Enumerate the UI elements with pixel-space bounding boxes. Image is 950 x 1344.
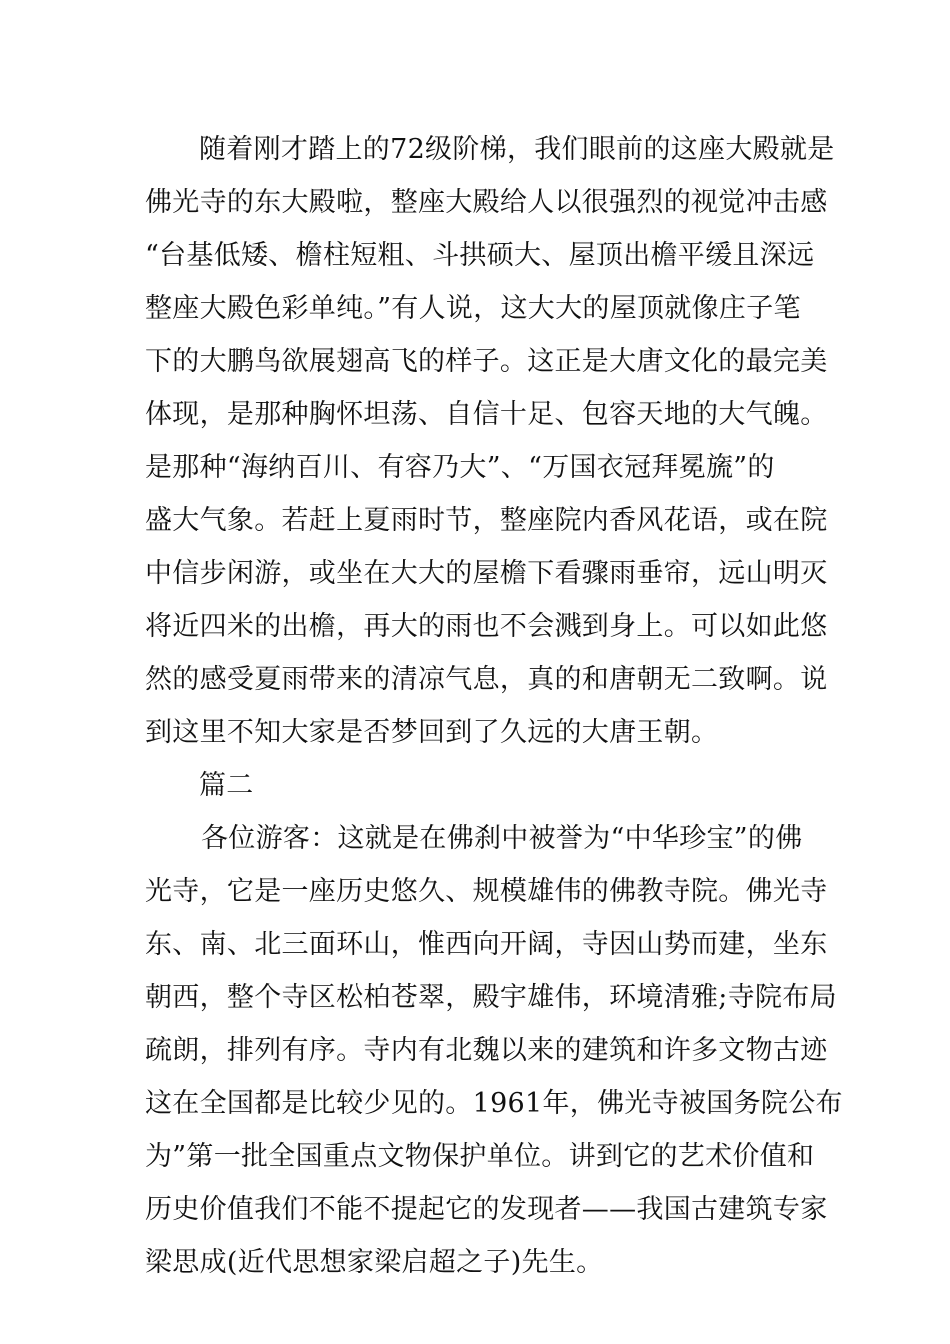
paragraph-2-line-8: 历史价值我们不能不提起它的发现者——我国古建筑专家 <box>145 1194 828 1225</box>
paragraph-1-line-9: 中信步闲游，或坐在大大的屋檐下看骤雨垂帘，远山明灭 <box>145 558 828 589</box>
paragraph-2-line-1: 各位游客：这就是在佛刹中被誉为“中华珍宝”的佛 <box>201 823 803 854</box>
paragraph-2-line-4: 朝西，整个寺区松柏苍翠，殿宇雄伟，环境清雅;寺院布局 <box>145 982 837 1013</box>
paragraph-2-line-9: 梁思成(近代思想家梁启超之子)先生。 <box>145 1247 604 1278</box>
paragraph-1-line-10: 将近四米的出檐，再大的雨也不会溅到身上。可以如此悠 <box>145 611 828 642</box>
paragraph-2-line-5: 疏朗，排列有序。寺内有北魏以来的建筑和许多文物古迹 <box>145 1035 828 1066</box>
paragraph-1-line-11: 然的感受夏雨带来的清凉气息，真的和唐朝无二致啊。说 <box>145 664 828 695</box>
paragraph-1-line-6: 体现，是那种胸怀坦荡、自信十足、包容天地的大气魄。 <box>145 399 828 430</box>
paragraph-1-line-5: 下的大鹏鸟欲展翅高飞的样子。这正是大唐文化的最完美 <box>145 346 828 377</box>
paragraph-1-line-1: 随着刚才踏上的72级阶梯，我们眼前的这座大殿就是 <box>199 134 835 165</box>
paragraph-2-line-2: 光寺，它是一座历史悠久、规模雄伟的佛教寺院。佛光寺 <box>145 876 828 907</box>
paragraph-1-line-7: 是那种“海纳百川、有容乃大”、“万国衣冠拜冕旒”的 <box>145 452 775 483</box>
section-heading: 篇二 <box>199 770 254 801</box>
paragraph-1-line-3: “台基低矮、檐柱短粗、斗拱硕大、屋顶出檐平缓且深远 <box>145 240 815 271</box>
paragraph-1-line-2: 佛光寺的东大殿啦，整座大殿给人以很强烈的视觉冲击感 <box>145 187 828 218</box>
paragraph-1-line-8: 盛大气象。若赶上夏雨时节，整座院内香风花语，或在院 <box>145 505 828 536</box>
paragraph-2-line-3: 东、南、北三面环山，惟西向开阔，寺因山势而建，坐东 <box>145 929 828 960</box>
paragraph-1-line-12: 到这里不知大家是否梦回到了久远的大唐王朝。 <box>145 717 719 748</box>
paragraph-2-line-6: 这在全国都是比较少见的。1961年，佛光寺被国务院公布 <box>145 1088 843 1119</box>
paragraph-1-line-4: 整座大殿色彩单纯。”有人说，这大大的屋顶就像庄子笔 <box>145 293 801 324</box>
paragraph-2-line-7: 为”第一批全国重点文物保护单位。讲到它的艺术价值和 <box>145 1141 815 1172</box>
